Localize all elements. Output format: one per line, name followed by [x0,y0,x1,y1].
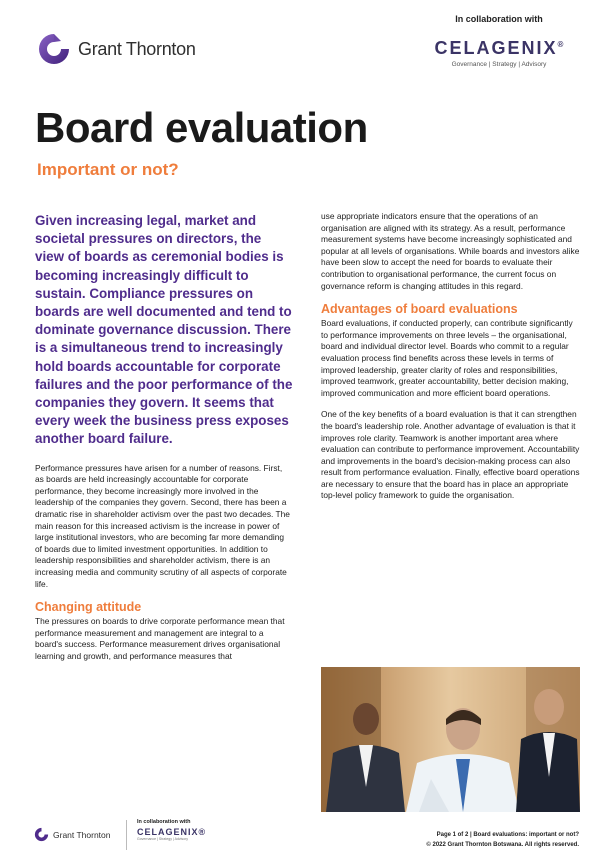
body-paragraph: The pressures on boards to drive corporate performance mean that performance measurement and management are integral to a board's success. Performance measurement drives organisational learning and growth, and performance measures that [35,616,285,661]
celagenix-logo [429,36,569,57]
right-column [321,211,580,512]
business-meeting-photo [321,667,580,812]
footer-grant-thornton-logo [34,827,111,842]
registered-mark: ® [557,40,564,49]
photo-illustration [321,667,580,812]
footer-partner-tagline: Governance | Strategy | Advisory [137,837,189,841]
footer-page-info [426,830,579,850]
grant-thornton-logo [37,32,196,66]
copyright: © 2022 Grant Thornton Botswana. All rights reserved. [426,842,579,848]
partner-name: CELAGENIX [434,38,558,58]
page-number: Page 1 of 2 | Board evaluations: important or not? [436,832,579,838]
brand-name: Grant Thornton [78,38,196,59]
footer-collaboration-block [137,819,206,841]
body-paragraph: Performance pressures have arisen for a number of reasons. First, as boards are held increasingly accountable for corporate performance, they become increasingly more involved in the leadership of the companies they govern. Second, there has been a dramatic rise in shareholder activism over the past two decades. The main reason for this increased activism is the increase in power of large institutional investors, who are becoming far more demanding of boards due to limited investment opportunities. In addition to leadership responsibilities and shareholder activism, there is an increasing media and community scrutiny of all aspects of corporate life. [35,462,290,589]
footer-registered-mark: ® [198,827,207,837]
footer-collaboration-label: In collaboration with [137,819,191,825]
left-column [35,212,293,673]
footer-partner-name: CELAGENIX [137,827,199,837]
footer-logo-icon [34,827,49,842]
page-subtitle: Important or not? [37,160,179,179]
heading-changing-attitude: Changing attitude [35,600,142,615]
footer-brand-name: Grant Thornton [53,829,111,840]
footer-divider [126,820,127,850]
collaboration-block [429,14,569,68]
body-paragraph: use appropriate indicators ensure that the operations of an organisation are aligned with its strategy. As a result, performance measurement systems have become increasingly sophisticated and popular at all levels of organisations. While boards and investors alike have been slow to accept the need for boards to evaluate their contribution to organisational performance, the current focus on governance reform is changing attitudes in this regard. [321,211,580,291]
collaboration-label: In collaboration with [455,14,543,24]
page-title: Board evaluation [35,104,368,151]
partner-tagline: Governance | Strategy | Advisory [451,61,547,68]
grant-thornton-logo-icon [37,32,71,66]
lead-paragraph: Given increasing legal, market and societal pressures on directors, the view of boards as ceremonial bodies is becoming increasingly difficult to sustain. Compliance pressures on boards are well documented and tend to dominate governance discussion. There is a simultaneous trend to increasingly hold boards accountable for corporate failures and the poor performance of the companies they govern. It seems that every week the business press exposes another board failure. [35,213,293,447]
body-paragraph: One of the key benefits of a board evaluation is that it can strengthen the board's leadership role. Another advantage of evaluation is that it improves role clarity. Teamwork is another important area where evaluation can contribute to performance improvement. Accountability and improvements in the board's decision-making process can also result from performance evaluation. Finally, effective board operations are necessary to ensure that the board has in place an appropriate top-level policy framework to guide the organisation. [321,409,580,501]
footer-celagenix-logo [137,827,206,837]
body-paragraph: Board evaluations, if conducted properly, can contribute significantly to performance improvements on three levels – the organisational, board and individual director level. Boards who commit to a regular evaluation process find benefits across these levels in terms of improved leadership, greater clarity of roles and responsibilities, improved teamwork, greater accountability, better decision making, improved communication and more efficient board operations. [321,318,573,398]
heading-advantages: Advantages of board evaluations [321,302,518,317]
